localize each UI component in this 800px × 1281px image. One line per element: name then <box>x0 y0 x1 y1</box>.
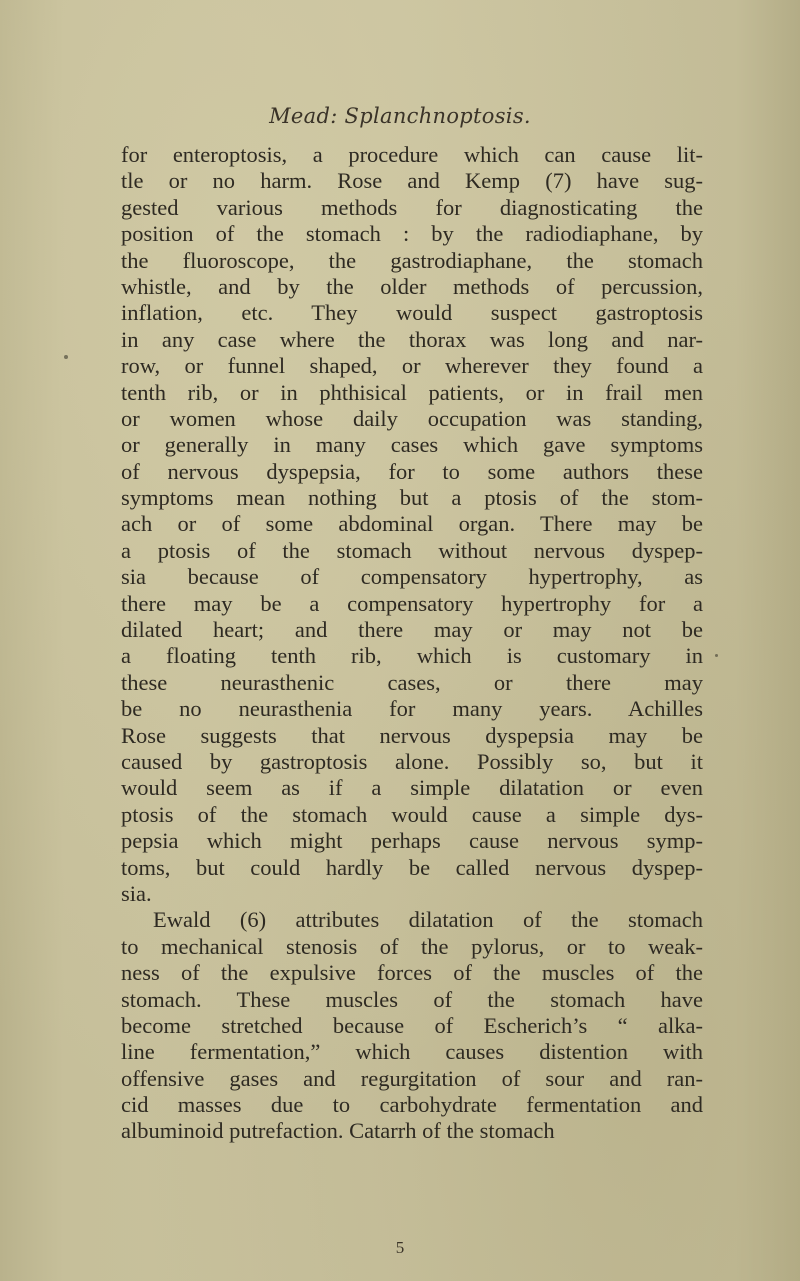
ink-speck <box>715 654 718 657</box>
text-line: position of the stomach : by the radiodiaphane, by <box>121 221 703 247</box>
text-line: ach or of some abdominal organ. There may be <box>121 511 703 537</box>
paragraph-2 <box>121 907 703 1145</box>
paragraph-1 <box>121 142 703 907</box>
text-line: be no neurasthenia for many years. Achilles <box>121 696 703 722</box>
text-line: row, or funnel shaped, or wherever they found a <box>121 353 703 379</box>
text-line: a floating tenth rib, which is customary in <box>121 643 703 669</box>
text-line: or generally in many cases which gave symptoms <box>121 432 703 458</box>
text-line: toms, but could hardly be called nervous dyspep- <box>121 854 703 880</box>
text-line: cid masses due to carbohydrate fermentation and <box>121 1092 703 1118</box>
text-line: albuminoid putrefaction. Catarrh of the stomach <box>121 1118 555 1144</box>
text-line: offensive gases and regurgitation of sour and ran- <box>121 1065 703 1091</box>
text-line: for enteroptosis, a procedure which can cause lit- <box>121 142 703 167</box>
text-line: Ewald (6) attributes dilatation of the stomach <box>153 907 703 933</box>
text-line: inflation, etc. They would suspect gastroptosis <box>121 300 703 326</box>
text-line: caused by gastroptosis alone. Possibly so, but it <box>121 748 703 774</box>
running-head: Mead: Splanchnoptosis. <box>269 104 531 128</box>
text-line: tenth rib, or in phthisical patients, or in frail men <box>121 379 703 405</box>
text-line: stomach. These muscles of the stomach have <box>121 986 703 1012</box>
text-line: ptosis of the stomach would cause a simple dys- <box>121 801 703 827</box>
text-line: would seem as if a simple dilatation or even <box>121 775 703 801</box>
text-line: pepsia which might perhaps cause nervous symp- <box>121 828 703 854</box>
text-line: become stretched because of Escherich’s “ alka- <box>121 1012 703 1038</box>
text-line: to mechanical stenosis of the pylorus, or to weak- <box>121 933 703 959</box>
page-number: 5 <box>395 1238 405 1257</box>
text-line: symptoms mean nothing but a ptosis of the stom- <box>121 485 703 511</box>
text-line: these neurasthenic cases, or there may <box>121 669 703 695</box>
text-line: or women whose daily occupation was standing, <box>121 405 703 431</box>
text-line: of nervous dyspepsia, for to some authors these <box>121 458 703 484</box>
text-line: sia. <box>121 880 152 906</box>
text-line: there may be a compensatory hypertrophy for a <box>121 590 703 616</box>
text-line: a ptosis of the stomach without nervous dyspep- <box>121 537 703 563</box>
text-line: Rose suggests that nervous dyspepsia may be <box>121 722 703 748</box>
text-line: line fermentation,” which causes distention with <box>121 1039 703 1065</box>
text-line: sia because of compensatory hypertrophy, as <box>121 564 703 590</box>
text-line: whistle, and by the older methods of percussion, <box>121 273 703 299</box>
text-line: ness of the expulsive forces of the muscles of the <box>121 960 703 986</box>
ink-speck <box>64 355 68 359</box>
text-line: tle or no harm. Rose and Kemp (7) have sug- <box>121 168 703 194</box>
text-line: the fluoroscope, the gastrodiaphane, the stomach <box>121 247 703 273</box>
text-line: dilated heart; and there may or may not be <box>121 617 703 643</box>
text-line: in any case where the thorax was long and nar- <box>121 326 703 352</box>
text-line: gested various methods for diagnosticating the <box>121 194 703 220</box>
body-text <box>121 142 703 1145</box>
